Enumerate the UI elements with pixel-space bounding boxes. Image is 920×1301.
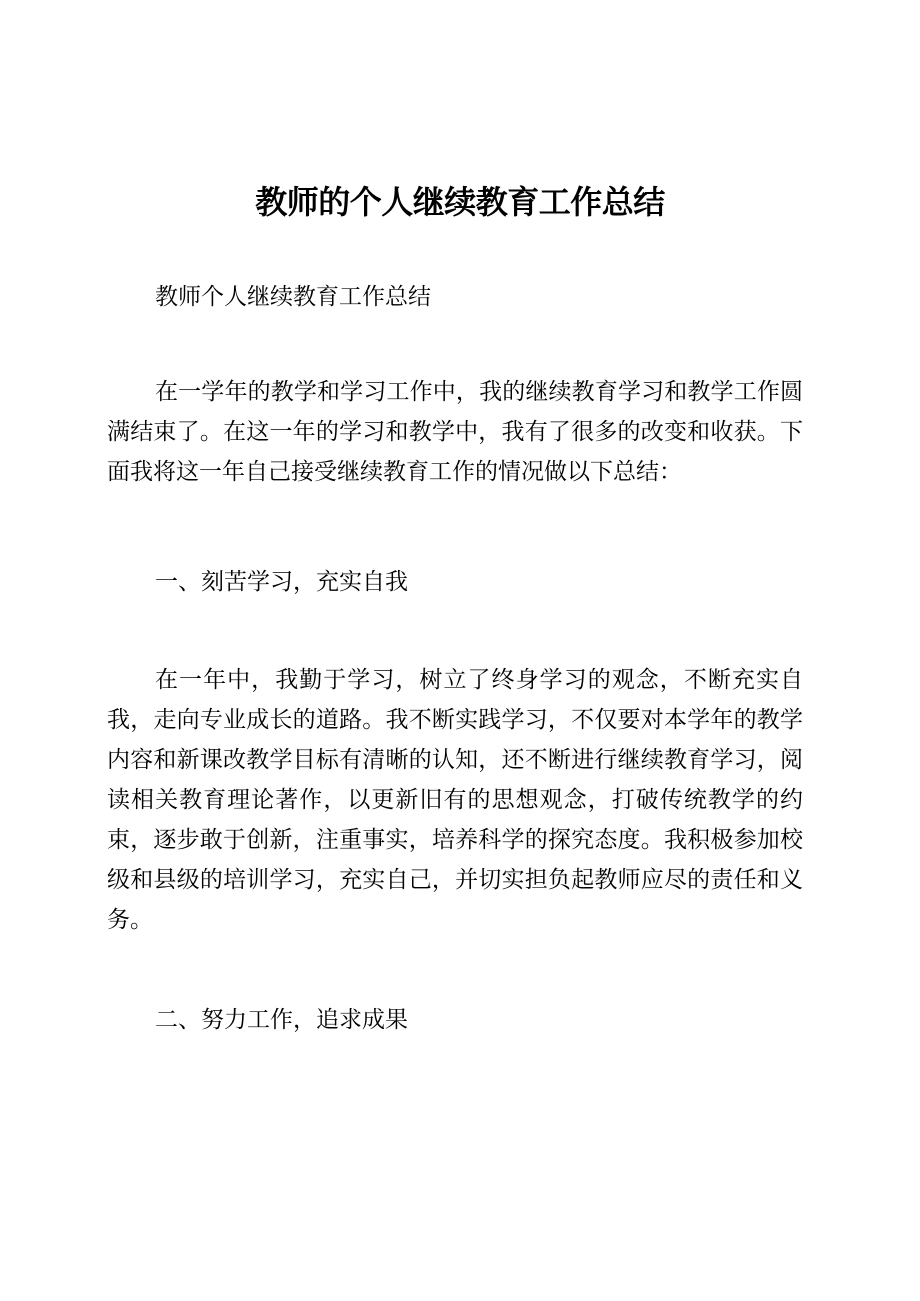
section-heading-2: 二、努力工作，追求成果 xyxy=(155,1007,408,1033)
document-title: 教师的个人继续教育工作总结 xyxy=(255,183,665,221)
section-heading-1: 一、刻苦学习，充实自我 xyxy=(155,569,408,595)
section-1-paragraph: 在一年中，我勤于学习，树立了终身学习的观念，不断充实自我，走向专业成长的道路。我不断实践学习，不仅要对本学年的教学内容和新课改教学目标有清晰的认知，还不断进行继续教育学习，阅读相关教育理论著作，以更新旧有的思想观念，打破传统教学的约束，逐步敢于创新，注重事实，培养科学的探究态度。我积极参加校级和县级的培训学习，充实自己，并切实担负起教师应尽的责任和义务。 xyxy=(107,667,803,933)
intro-paragraph: 在一学年的教学和学习工作中，我的继续教育学习和教学工作圆满结束了。在这一年的学习和教学中，我有了很多的改变和收获。下面我将这一年自己接受继续教育工作的情况做以下总结： xyxy=(107,379,803,485)
document-subtitle: 教师个人继续教育工作总结 xyxy=(155,284,431,310)
